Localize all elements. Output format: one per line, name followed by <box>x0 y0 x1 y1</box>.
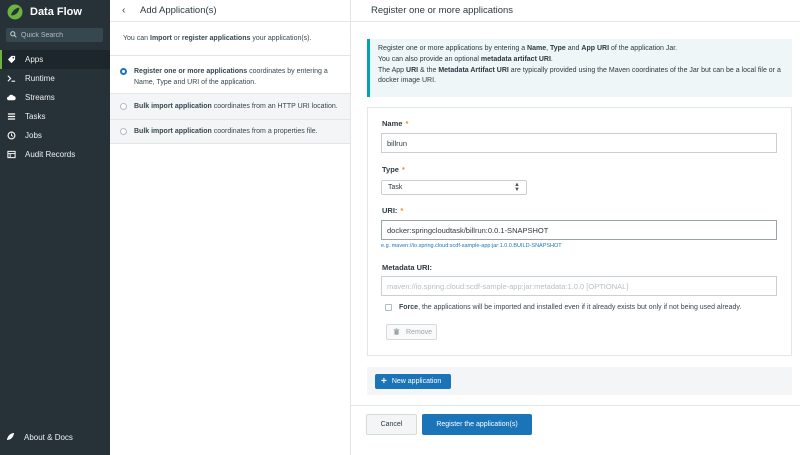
info-text: of the application Jar. <box>609 45 678 52</box>
info-text: and <box>565 45 582 52</box>
select-arrows-icon: ▲ ▼ <box>514 182 520 193</box>
metadata-uri-label: Metadata URI: <box>382 263 433 272</box>
force-label-rest: , the applications will be imported and installed even if it already exists but only if not being used already. <box>418 304 742 311</box>
leaf-icon <box>6 432 24 443</box>
info-bold: App URI <box>581 45 610 52</box>
intro-register: register applications <box>181 35 251 42</box>
uri-label-text: URI: <box>382 206 398 215</box>
sidebar <box>0 0 110 455</box>
remove-button[interactable] <box>386 324 437 340</box>
intro-import: Import <box>150 35 172 42</box>
clock-icon <box>6 131 16 141</box>
sidebar-item-label: Streams <box>25 93 55 102</box>
sidebar-item-runtime[interactable] <box>0 69 110 88</box>
footer-divider <box>351 405 800 406</box>
apps-icon <box>6 55 16 65</box>
force-checkbox[interactable] <box>385 304 392 311</box>
cloud-icon <box>6 93 16 103</box>
register-button[interactable]: Register the application(s) <box>422 414 532 435</box>
add-application-panel <box>110 0 351 455</box>
type-select[interactable] <box>381 180 527 195</box>
search-icon <box>10 31 17 40</box>
intro-text-part: You can <box>123 35 150 42</box>
radio-unselected[interactable] <box>120 103 127 110</box>
sidebar-item-label: Audit Records <box>25 150 76 159</box>
info-bold: URI <box>406 66 419 74</box>
radio-selected[interactable] <box>120 68 127 75</box>
option-desc: Name, Type and URI of the application. <box>134 79 257 86</box>
option-desc: coordinates from a properties file. <box>211 128 318 135</box>
intro-text <box>110 22 350 56</box>
sidebar-item-audit-records[interactable] <box>0 145 110 164</box>
info-line <box>378 66 792 77</box>
type-label-text: Type <box>382 165 399 174</box>
uri-label <box>382 206 403 215</box>
remove-label: Remove <box>406 328 433 336</box>
info-bold: Metadata Artifact URI <box>438 66 509 74</box>
type-label <box>382 165 405 174</box>
option-title: Bulk import application <box>134 103 212 110</box>
required-mark: * <box>401 165 405 174</box>
info-line <box>378 44 792 55</box>
option-text <box>134 103 338 110</box>
name-input[interactable] <box>381 133 777 153</box>
page-title: Add Application(s) <box>140 5 217 16</box>
new-application-label: New application <box>391 378 442 385</box>
info-text: The App <box>378 66 407 74</box>
info-text: are typically provided using the Maven coordinates of the Jar but can be a local file or a <box>508 66 781 74</box>
info-line <box>378 55 792 66</box>
force-checkbox-row[interactable] <box>385 304 741 311</box>
uri-input[interactable] <box>381 220 777 240</box>
new-application-area <box>367 367 792 395</box>
sidebar-item-label: Apps <box>25 55 44 64</box>
type-select-value: Task <box>388 184 403 191</box>
intro-text-part: your application(s). <box>250 35 312 42</box>
sidebar-item-tasks[interactable] <box>0 107 110 126</box>
plus-icon: + <box>381 375 387 387</box>
new-application-button[interactable] <box>375 374 451 389</box>
register-title: Register one or more applications <box>351 0 800 22</box>
info-bold: Name <box>527 45 547 52</box>
option-register-applications[interactable] <box>110 56 350 94</box>
name-label-text: Name <box>382 119 403 128</box>
option-title: Register one or more applications <box>134 68 248 75</box>
about-docs-link[interactable] <box>6 432 73 443</box>
required-mark: * <box>405 119 409 128</box>
option-bulk-import-file[interactable] <box>110 120 350 144</box>
info-text: , <box>546 45 550 52</box>
name-label <box>382 119 408 128</box>
info-bold: Type <box>550 45 566 52</box>
brand[interactable] <box>0 0 110 24</box>
option-bulk-import-http[interactable] <box>110 94 350 120</box>
application-form <box>367 107 792 356</box>
info-box <box>367 39 792 97</box>
register-panel <box>351 0 800 455</box>
about-docs-label: About & Docs <box>24 433 73 442</box>
records-icon <box>6 150 16 160</box>
quick-search[interactable] <box>6 28 103 42</box>
option-title: Bulk import application <box>134 128 212 135</box>
sidebar-item-streams[interactable] <box>0 88 110 107</box>
info-text: & the <box>418 66 439 74</box>
sidebar-item-label: Runtime <box>25 74 55 83</box>
info-text: Register one or more applications by entering a <box>378 45 528 52</box>
info-bold: metadata artifact URI <box>480 55 551 63</box>
spring-logo-icon <box>7 4 23 20</box>
trash-icon <box>393 328 406 337</box>
option-desc: coordinates by entering a <box>247 68 328 75</box>
force-label-bold: Force <box>399 304 419 311</box>
brand-name: Data Flow <box>30 6 82 18</box>
sidebar-item-jobs[interactable] <box>0 126 110 145</box>
force-label <box>399 304 741 311</box>
add-application-header <box>110 0 350 22</box>
info-text: . <box>550 55 553 63</box>
option-text <box>134 128 318 135</box>
chevron-left-icon[interactable]: ‹ <box>122 5 126 16</box>
sidebar-item-label: Jobs <box>25 131 42 140</box>
required-mark: * <box>400 206 404 215</box>
metadata-uri-input[interactable] <box>381 276 777 296</box>
option-text <box>134 66 328 93</box>
quick-search-input[interactable] <box>21 32 101 39</box>
sidebar-item-label: Tasks <box>25 112 46 121</box>
radio-unselected[interactable] <box>120 128 127 135</box>
info-line: docker image URI. <box>378 77 436 85</box>
list-icon <box>6 112 16 122</box>
intro-text-part: or <box>171 35 182 42</box>
terminal-icon <box>6 74 16 84</box>
cancel-button[interactable]: Cancel <box>366 414 417 435</box>
uri-help-text: e.g. maven://io.spring.cloud:scdf-sample-app:jar:1.0.0.BUILD-SNAPSHOT <box>381 243 562 249</box>
info-text: You can also provide an optional <box>378 55 481 63</box>
option-desc: coordinates from an HTTP URI location. <box>211 103 338 110</box>
sidebar-item-apps[interactable] <box>0 50 110 69</box>
